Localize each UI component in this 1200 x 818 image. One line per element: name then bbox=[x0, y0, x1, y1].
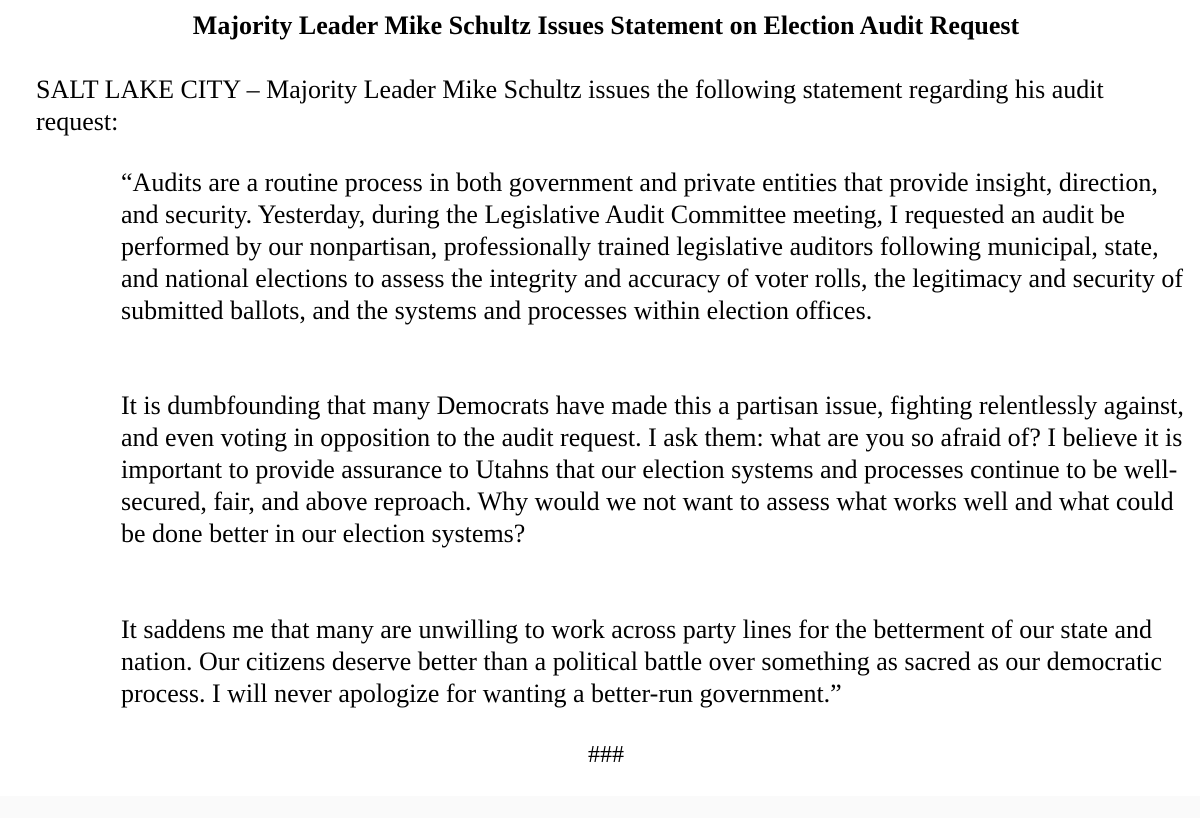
end-of-release-mark: ### bbox=[588, 742, 624, 768]
dateline-intro: SALT LAKE CITY – Majority Leader Mike Schultz issues the following statement regarding his audit request: bbox=[36, 75, 1104, 136]
page-bottom-strip bbox=[0, 796, 1200, 818]
statement-paragraph-1: “Audits are a routine process in both government and private entities that provide insight, direction, and security. Yesterday, during the Legislative Audit Committee meeting, I requested an audit be performed by our nonpartisan, professionally trained legislative auditors following municipal, state, and national elections to assess the integrity and accuracy of voter rolls, the legitimacy and security of submitted ballots, and the systems and processes within election offices. bbox=[121, 168, 1184, 325]
statement-paragraph-2: It is dumbfounding that many Democrats have made this a partisan issue, fighting relentlessly against, and even voting in opposition to the audit request. I ask them: what are you so afraid of? I believe it is important to provide assurance to Utahns that our election systems and processes continue to be well-secured, fair, and above reproach. Why would we not want to assess what works well and what could be done better in our election systems? bbox=[121, 391, 1184, 548]
statement-paragraph-3: It saddens me that many are unwilling to work across party lines for the betterment of our state and nation. Our citizens deserve better than a political battle over something as sacred as our democratic process. I will never apologize for wanting a better-run government.” bbox=[121, 615, 1163, 708]
press-release-title: Majority Leader Mike Schultz Issues Statement on Election Audit Request bbox=[192, 11, 1020, 40]
